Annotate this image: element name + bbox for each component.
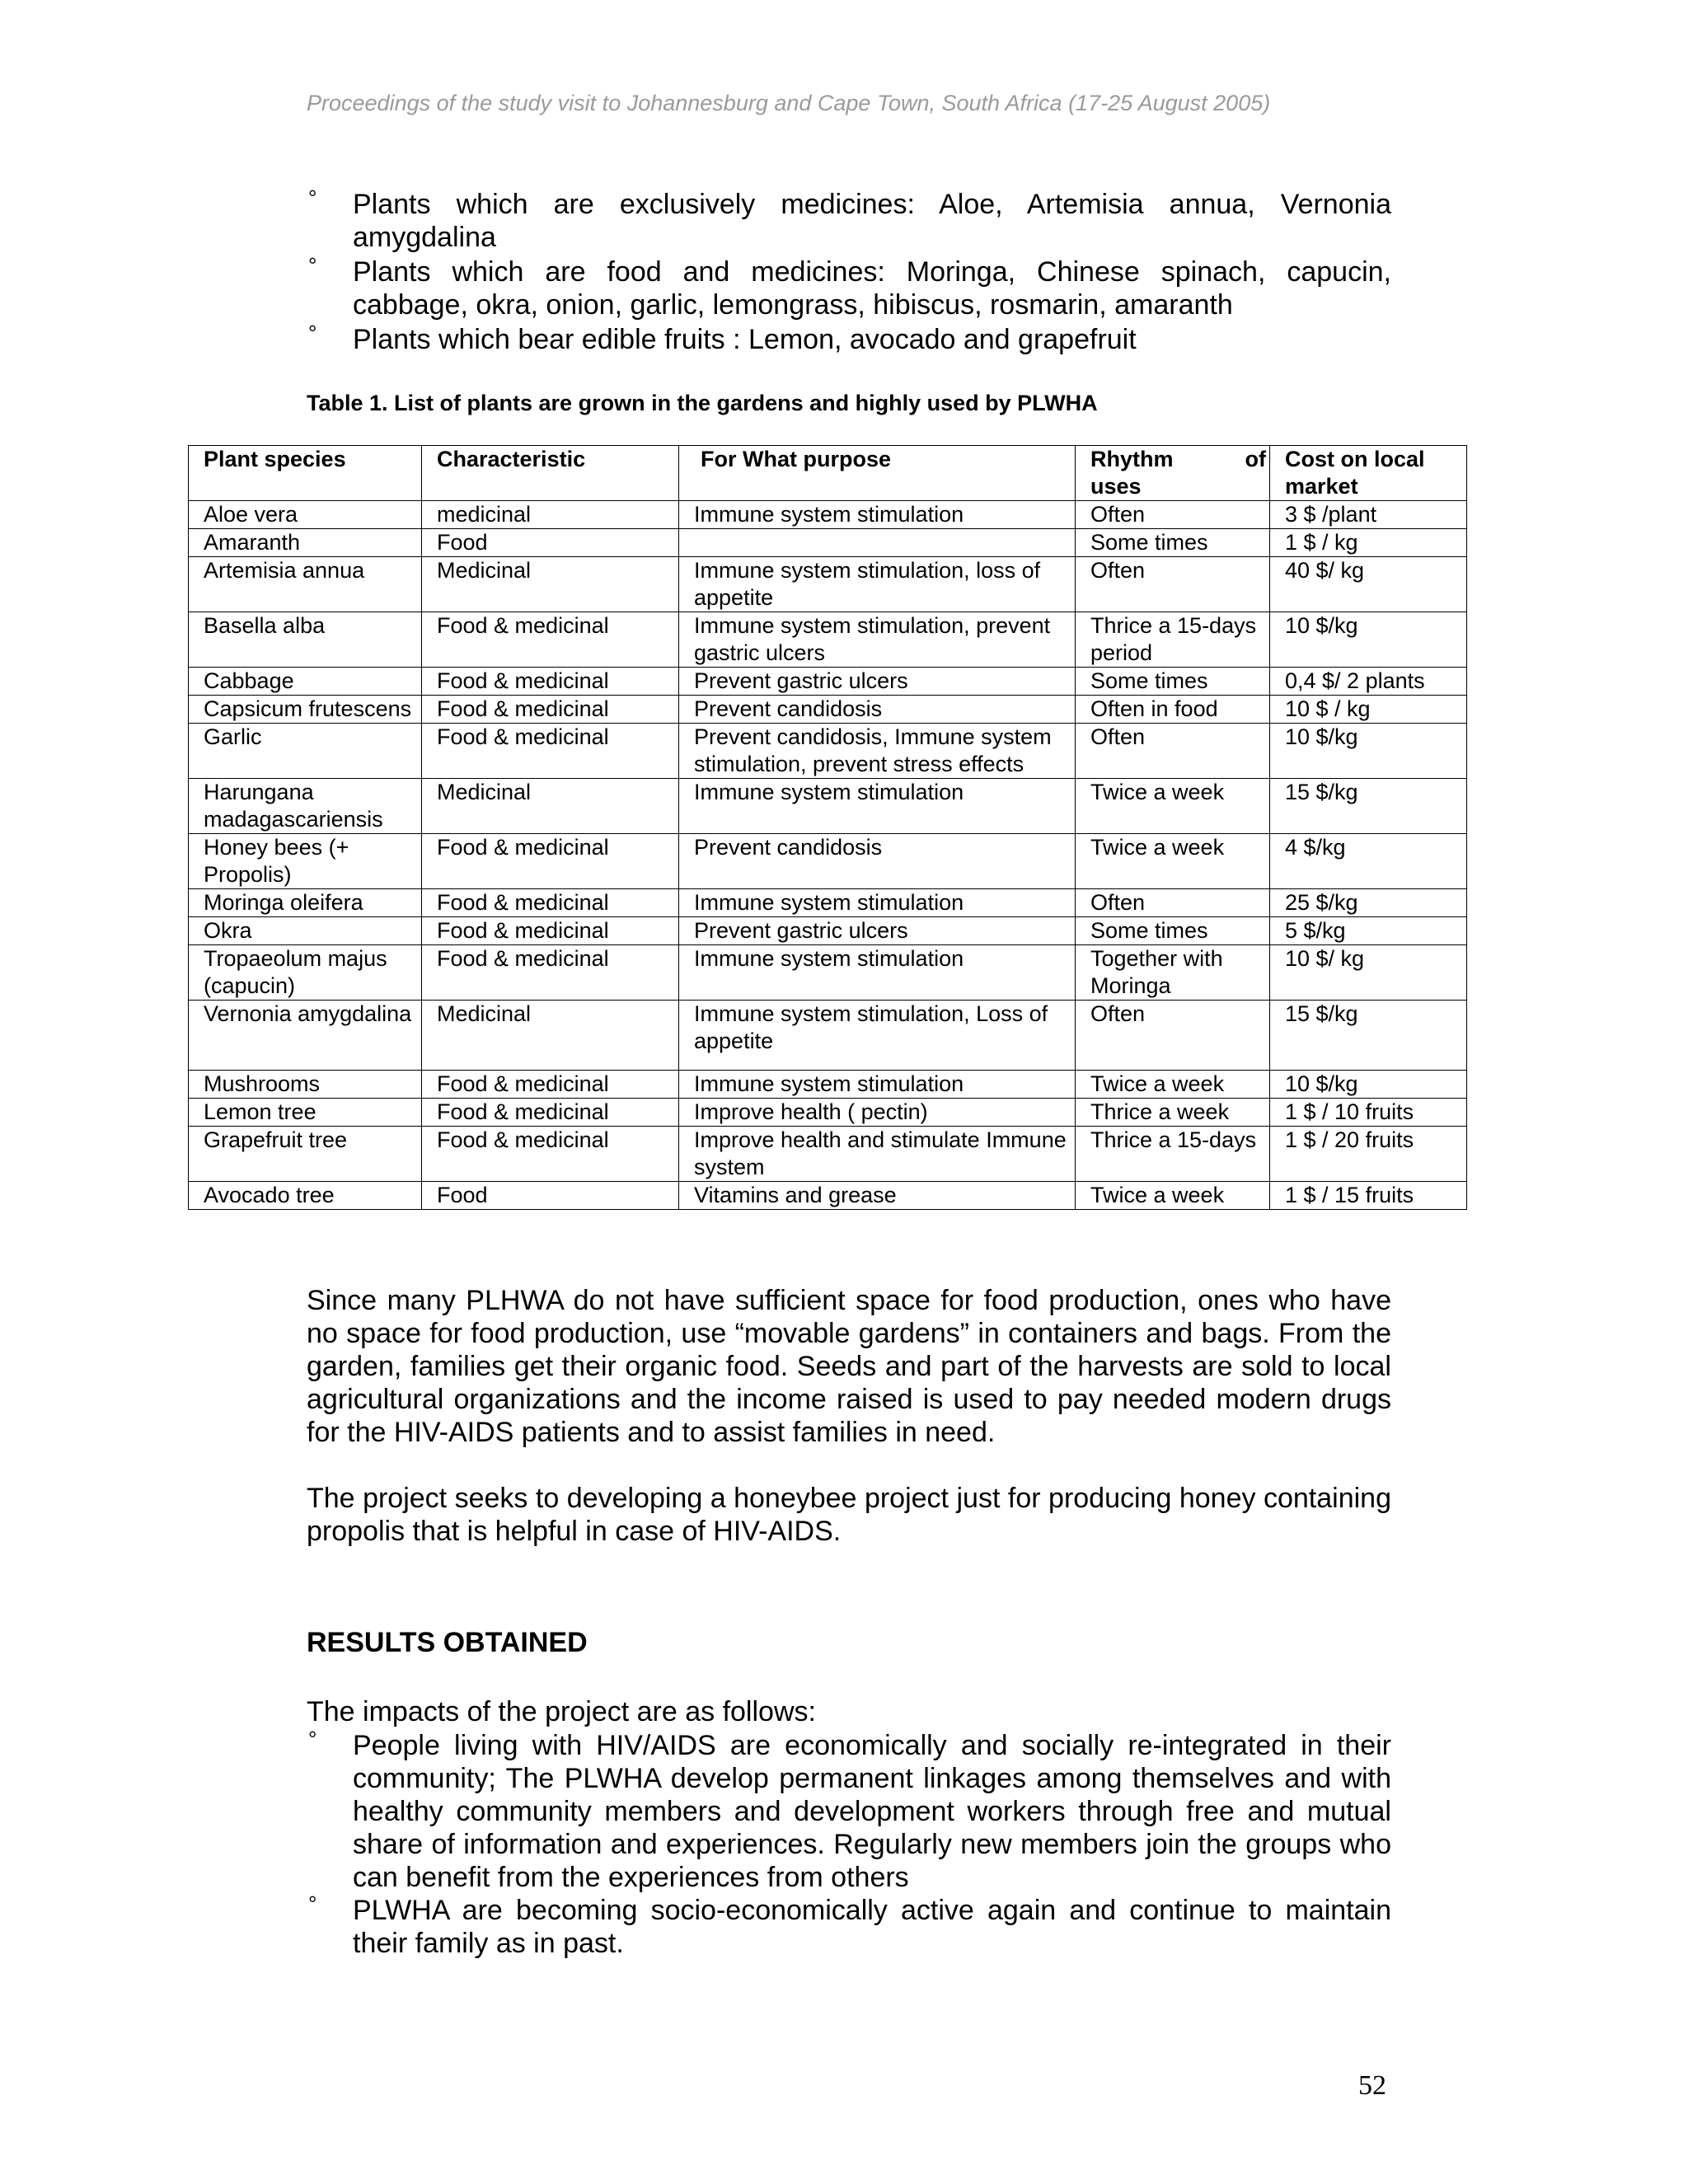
cell-characteristic: Food & medicinal [422, 1127, 679, 1182]
table-row [189, 1099, 1467, 1127]
cell-characteristic: Food & medicinal [422, 917, 679, 945]
cell-cost: 3 $ /plant [1270, 501, 1467, 529]
header-rhythm-uses: uses [1090, 474, 1142, 499]
cell-purpose: Prevent candidosis [679, 834, 1076, 889]
table-caption: Table 1. List of plants are grown in the gardens and highly used by PLWHA [307, 391, 1098, 415]
table-row [189, 1127, 1467, 1182]
cell-purpose: Immune system stimulation, Loss of appetite [679, 1001, 1076, 1071]
table-row [189, 557, 1467, 612]
cell-purpose: Immune system stimulation [679, 501, 1076, 529]
plants-table-body [189, 501, 1467, 1210]
cell-characteristic: Food [422, 1182, 679, 1210]
cell-plant-species: Lemon tree [189, 1099, 422, 1127]
cell-plant-species: Garlic [189, 724, 422, 779]
paragraph-movable-gardens: Since many PLHWA do not have sufficient space for food production, ones who have no space for food production, use “movable gardens” in containers and bags. From the garden, families get their organic food. Seeds and part of the harvests are sold to local agricultural organizations and the income raised is used to pay needed modern drugs for the HIV-AIDS patients and to assist families in need. [307, 1285, 1391, 1448]
cell-purpose: Immune system stimulation, prevent gastric ulcers [679, 612, 1076, 668]
cell-purpose: Immune system stimulation [679, 779, 1076, 834]
bullet-marker: ° [308, 185, 317, 210]
plants-table [188, 445, 1467, 1210]
header-cost: Cost on local market [1270, 446, 1467, 501]
bullet-marker: ° [308, 1891, 317, 1916]
list-item [307, 323, 1391, 356]
cell-cost: 10 $/ kg [1270, 945, 1467, 1001]
cell-characteristic: Food & medicinal [422, 668, 679, 696]
cell-cost: 1 $ / kg [1270, 529, 1467, 557]
cell-characteristic: Food & medicinal [422, 834, 679, 889]
cell-rhythm: Some times [1076, 917, 1270, 945]
cell-characteristic: Food & medicinal [422, 889, 679, 917]
cell-characteristic: Food & medicinal [422, 945, 679, 1001]
list-item-text: Plants which bear edible fruits : Lemon, avocado and grapefruit [353, 324, 1137, 355]
cell-characteristic: Food & medicinal [422, 724, 679, 779]
running-header: Proceedings of the study visit to Johannesburg and Cape Town, South Africa (17-25 August 2005) [307, 91, 1271, 115]
header-characteristic: Characteristic [422, 446, 679, 501]
plant-category-list [307, 185, 1391, 358]
cell-rhythm: Often [1076, 724, 1270, 779]
table-row [189, 501, 1467, 529]
cell-cost: 5 $/kg [1270, 917, 1467, 945]
cell-cost: 1 $ / 10 fruits [1270, 1099, 1467, 1127]
cell-cost: 10 $ / kg [1270, 696, 1467, 724]
cell-rhythm: Twice a week [1076, 779, 1270, 834]
bullet-marker: ° [308, 253, 317, 278]
table-row [189, 668, 1467, 696]
cell-plant-species: Tropaeolum majus (capucin) [189, 945, 422, 1001]
header-rhythm [1076, 446, 1270, 501]
cell-rhythm: Thrice a 15-days [1076, 1127, 1270, 1182]
header-rhythm-word: Rhythm [1090, 447, 1174, 471]
cell-purpose: Prevent candidosis [679, 696, 1076, 724]
cell-cost: 10 $/kg [1270, 724, 1467, 779]
cell-characteristic: medicinal [422, 501, 679, 529]
cell-purpose: Vitamins and grease [679, 1182, 1076, 1210]
cell-purpose: Immune system stimulation [679, 1071, 1076, 1099]
cell-plant-species: Avocado tree [189, 1182, 422, 1210]
cell-rhythm: Often [1076, 1001, 1270, 1071]
cell-plant-species: Moringa oleifera [189, 889, 422, 917]
cell-purpose: Immune system stimulation [679, 889, 1076, 917]
paragraph-honeybee: The project seeks to developing a honeybee project just for producing honey containing propolis that is helpful in case of HIV-AIDS. [307, 1483, 1391, 1547]
bullet-marker: ° [308, 1727, 317, 1751]
list-item-text: People living with HIV/AIDS are economically and socially re-integrated in their community; The PLWHA develop permanent linkages among themselves and with healthy community members and development workers through free and mutual share of information and experiences. Regularly new members join the groups who can benefit from the experiences from others [353, 1730, 1391, 1893]
impacts-intro: The impacts of the project are as follows: [307, 1696, 816, 1727]
list-item [307, 185, 1391, 254]
cell-characteristic: Food & medicinal [422, 696, 679, 724]
table-row [189, 917, 1467, 945]
header-rhythm-of: of [1245, 447, 1266, 471]
cell-rhythm: Some times [1076, 668, 1270, 696]
cell-cost: 1 $ / 20 fruits [1270, 1127, 1467, 1182]
table-row [189, 779, 1467, 834]
cell-purpose: Immune system stimulation [679, 945, 1076, 1001]
cell-rhythm: Twice a week [1076, 1071, 1270, 1099]
table-row [189, 1001, 1467, 1071]
cell-purpose: Prevent candidosis, Immune system stimulation, prevent stress effects [679, 724, 1076, 779]
cell-rhythm: Together with Moringa [1076, 945, 1270, 1001]
table-row [189, 724, 1467, 779]
cell-rhythm: Often in food [1076, 696, 1270, 724]
table-row [189, 1182, 1467, 1210]
cell-characteristic: Food [422, 529, 679, 557]
cell-rhythm: Often [1076, 557, 1270, 612]
cell-rhythm: Thrice a 15-days period [1076, 612, 1270, 668]
bullet-marker: ° [308, 321, 317, 345]
impact-list [307, 1729, 1391, 1960]
list-item [307, 1729, 1391, 1894]
table-row [189, 945, 1467, 1001]
list-item [307, 255, 1391, 321]
cell-plant-species: Capsicum frutescens [189, 696, 422, 724]
header-purpose: For What purpose [679, 446, 1076, 501]
cell-characteristic: Medicinal [422, 779, 679, 834]
cell-characteristic: Medicinal [422, 1001, 679, 1071]
cell-plant-species: Vernonia amygdalina [189, 1001, 422, 1071]
cell-purpose: Improve health ( pectin) [679, 1099, 1076, 1127]
cell-cost: 15 $/kg [1270, 1001, 1467, 1071]
section-heading-results: RESULTS OBTAINED [307, 1627, 588, 1658]
cell-cost: 40 $/ kg [1270, 557, 1467, 612]
cell-purpose: Improve health and stimulate Immune system [679, 1127, 1076, 1182]
table-row [189, 1071, 1467, 1099]
cell-plant-species: Aloe vera [189, 501, 422, 529]
list-item-text: Plants which are exclusively medicines: Aloe, Artemisia annua, Vernonia amygdalina [353, 189, 1391, 253]
cell-characteristic: Food & medicinal [422, 1071, 679, 1099]
page-number: 52 [1358, 2070, 1386, 2101]
list-item-text: PLWHA are becoming socio-economically active again and continue to maintain their family as in past. [353, 1895, 1391, 1959]
table-row [189, 889, 1467, 917]
header-plant-species: Plant species [189, 446, 422, 501]
table-row [189, 834, 1467, 889]
cell-plant-species: Harungana madagascariensis [189, 779, 422, 834]
cell-plant-species: Cabbage [189, 668, 422, 696]
cell-plant-species: Mushrooms [189, 1071, 422, 1099]
cell-purpose: Prevent gastric ulcers [679, 668, 1076, 696]
cell-plant-species: Okra [189, 917, 422, 945]
cell-purpose: Prevent gastric ulcers [679, 917, 1076, 945]
cell-cost: 10 $/kg [1270, 612, 1467, 668]
cell-cost: 1 $ / 15 fruits [1270, 1182, 1467, 1210]
cell-rhythm: Twice a week [1076, 834, 1270, 889]
list-item [307, 1891, 1391, 1960]
cell-rhythm: Often [1076, 889, 1270, 917]
table-row [189, 612, 1467, 668]
cell-cost: 0,4 $/ 2 plants [1270, 668, 1467, 696]
list-item-text: Plants which are food and medicines: Moringa, Chinese spinach, capucin, cabbage, okra, onion, garlic, lemongrass, hibiscus, rosmarin, amaranth [353, 256, 1391, 321]
cell-cost: 15 $/kg [1270, 779, 1467, 834]
cell-rhythm: Thrice a week [1076, 1099, 1270, 1127]
cell-rhythm: Twice a week [1076, 1182, 1270, 1210]
table-row [189, 529, 1467, 557]
table-header-row [189, 446, 1467, 501]
cell-purpose: Immune system stimulation, loss of appetite [679, 557, 1076, 612]
cell-purpose [679, 529, 1076, 557]
cell-plant-species: Amaranth [189, 529, 422, 557]
cell-cost: 25 $/kg [1270, 889, 1467, 917]
cell-rhythm: Often [1076, 501, 1270, 529]
cell-characteristic: Medicinal [422, 557, 679, 612]
cell-cost: 4 $/kg [1270, 834, 1467, 889]
cell-characteristic: Food & medicinal [422, 612, 679, 668]
cell-rhythm: Some times [1076, 529, 1270, 557]
table-row [189, 696, 1467, 724]
cell-plant-species: Grapefruit tree [189, 1127, 422, 1182]
cell-plant-species: Basella alba [189, 612, 422, 668]
cell-characteristic: Food & medicinal [422, 1099, 679, 1127]
cell-plant-species: Honey bees (+ Propolis) [189, 834, 422, 889]
cell-plant-species: Artemisia annua [189, 557, 422, 612]
cell-cost: 10 $/kg [1270, 1071, 1467, 1099]
